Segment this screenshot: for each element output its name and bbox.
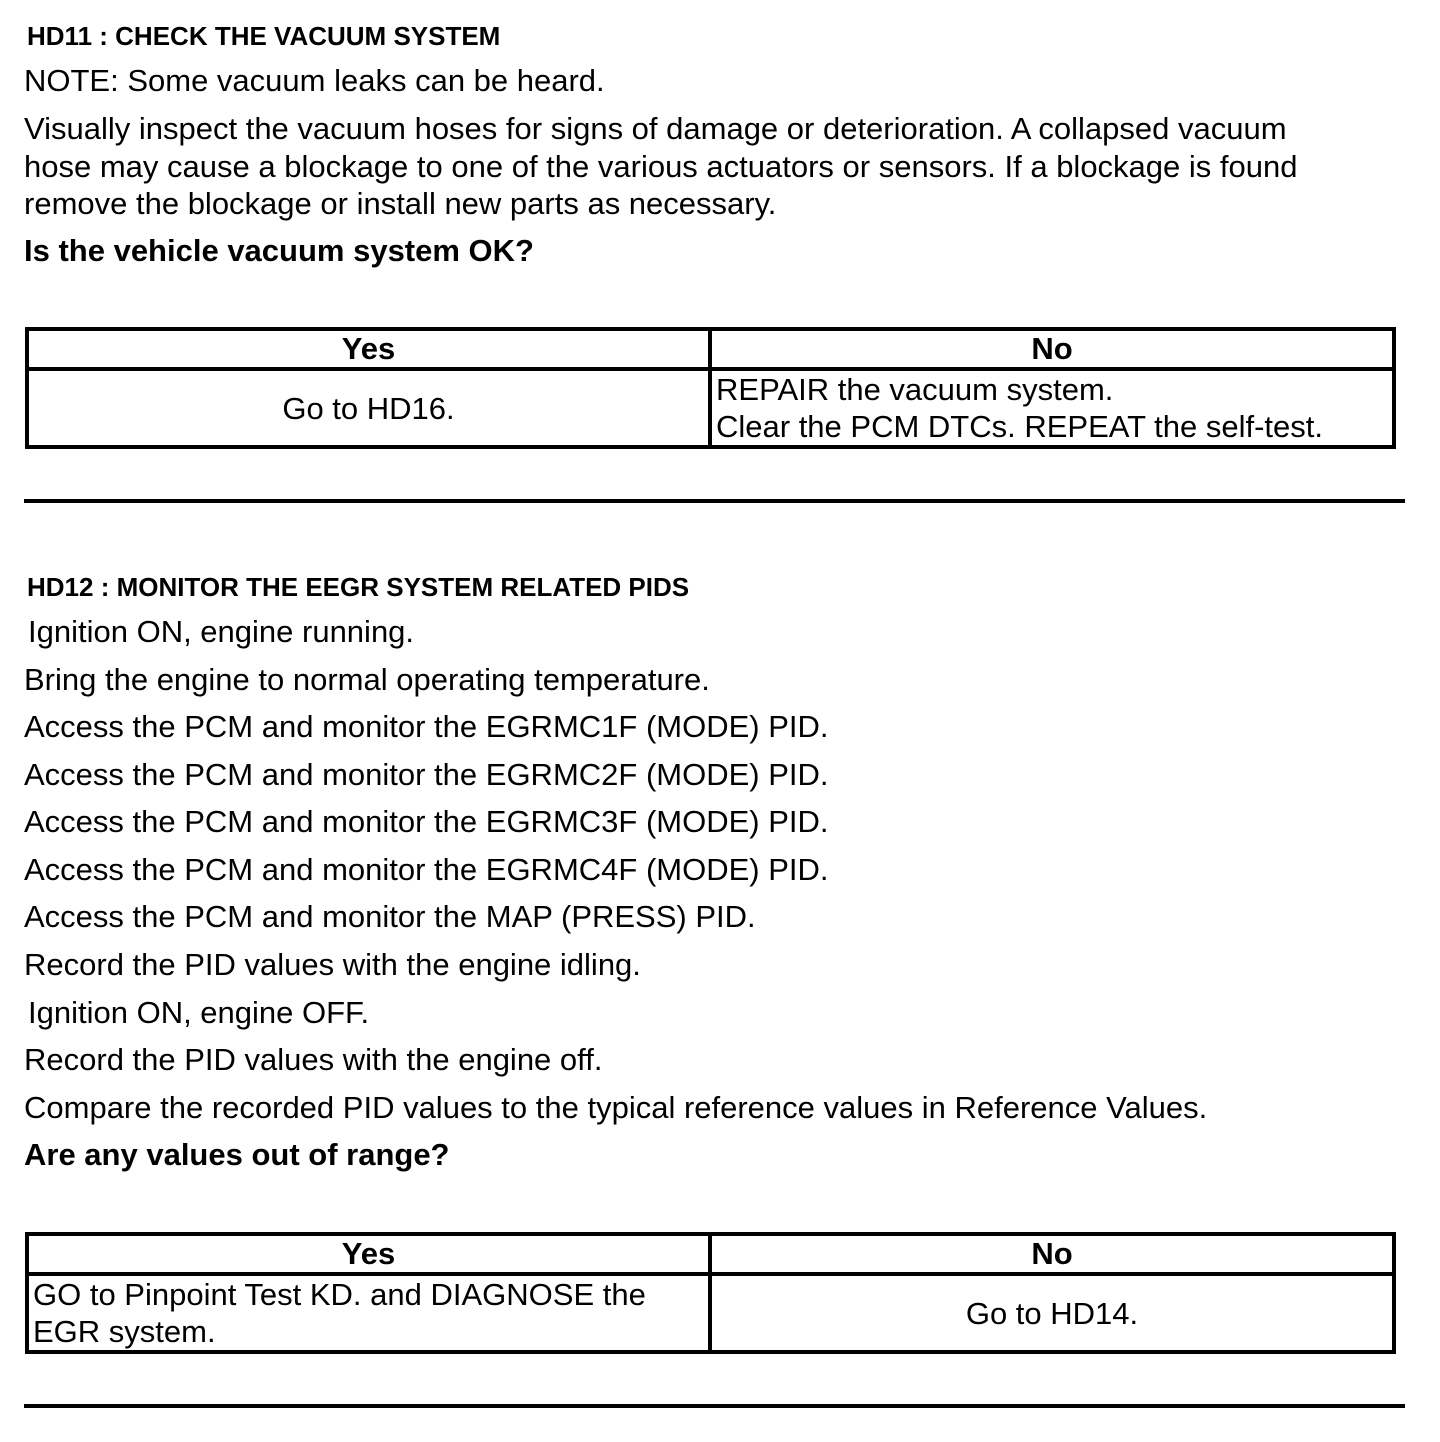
hd11-decision-table xyxy=(25,327,1396,449)
table-row xyxy=(27,369,1394,447)
hd12-title: HD12 : MONITOR THE EEGR SYSTEM RELATED PIDS xyxy=(27,572,690,602)
table-row xyxy=(27,1274,1394,1352)
hd12-step: Record the PID values with the engine off. xyxy=(24,1042,603,1077)
hd11-body-line: Visually inspect the vacuum hoses for signs of damage or deterioration. A collapsed vacuum xyxy=(24,111,1287,146)
hd12-step: Compare the recorded PID values to the typical reference values in Reference Values. xyxy=(24,1090,1208,1125)
no-action xyxy=(710,1274,1394,1352)
hd12-step: Access the PCM and monitor the EGRMC3F (MODE) PID. xyxy=(24,804,829,839)
yes-header: Yes xyxy=(27,329,710,369)
yes-header: Yes xyxy=(27,1234,710,1274)
hd12-step: Ignition ON, engine OFF. xyxy=(28,995,370,1030)
hd12-step: Record the PID values with the engine idling. xyxy=(24,947,641,982)
no-action-line: REPAIR the vacuum system. xyxy=(716,372,1114,407)
hd12-decision-table xyxy=(25,1232,1396,1354)
hd11-note: NOTE: Some vacuum leaks can be heard. xyxy=(24,63,605,98)
no-header: No xyxy=(710,1234,1394,1274)
hd12-step: Access the PCM and monitor the MAP (PRESS) PID. xyxy=(24,899,756,934)
yes-action xyxy=(27,1274,710,1352)
section-divider xyxy=(24,1404,1405,1408)
section-divider xyxy=(24,499,1405,503)
yes-action-line: Go to HD16. xyxy=(282,390,455,426)
hd11-body-line: hose may cause a blockage to one of the various actuators or sensors. If a blockage is found xyxy=(24,148,1298,184)
hd12-step: Access the PCM and monitor the EGRMC2F (MODE) PID. xyxy=(24,757,829,792)
yes-action xyxy=(27,369,710,447)
hd12-question: Are any values out of range? xyxy=(24,1137,450,1172)
hd11-body xyxy=(24,110,1424,223)
hd11-body-line: remove the blockage or install new parts as necessary. xyxy=(24,186,777,221)
hd12-step: Ignition ON, engine running. xyxy=(28,614,415,649)
no-action-line: Clear the PCM DTCs. REPEAT the self-test. xyxy=(716,409,1323,444)
hd12-step: Bring the engine to normal operating temperature. xyxy=(24,662,710,697)
hd11-question: Is the vehicle vacuum system OK? xyxy=(24,233,534,268)
table-header-row xyxy=(27,329,1394,369)
hd12-step: Access the PCM and monitor the EGRMC1F (MODE) PID. xyxy=(24,709,829,744)
no-action-line: Go to HD14. xyxy=(965,1295,1139,1331)
yes-action-line: GO to Pinpoint Test KD. and DIAGNOSE the xyxy=(33,1277,646,1312)
hd11-title: HD11 : CHECK THE VACUUM SYSTEM xyxy=(27,21,501,51)
no-header: No xyxy=(710,329,1394,369)
hd12-step: Access the PCM and monitor the EGRMC4F (MODE) PID. xyxy=(24,852,829,887)
table-header-row xyxy=(27,1234,1394,1274)
yes-action-line: EGR system. xyxy=(33,1314,216,1349)
no-action xyxy=(710,369,1394,447)
